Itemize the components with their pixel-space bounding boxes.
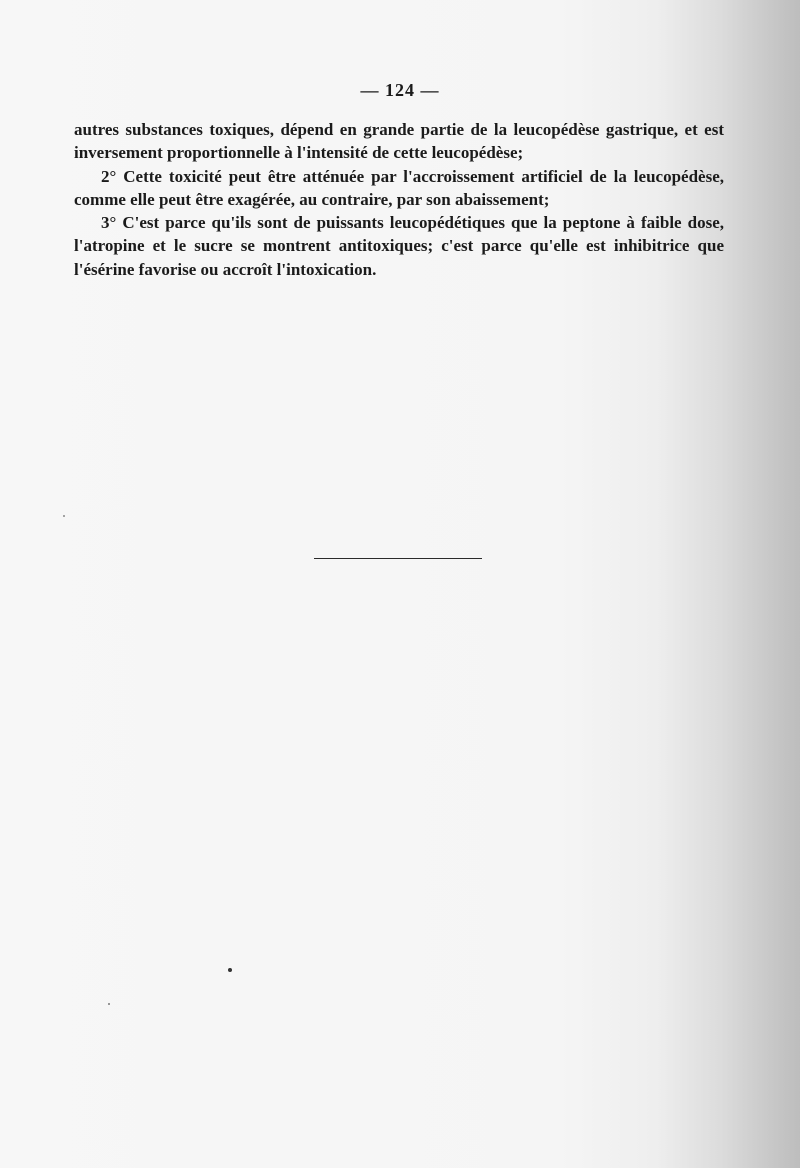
scan-speck — [108, 1003, 110, 1005]
paragraph-conclusion-3: 3° C'est parce qu'ils sont de puissants leucopédétiques que la peptone à faible dose, l'atropine et le sucre se montrent antitoxiques; c'est parce qu'elle est inhibitrice que l'ésérine favorise ou accroît l'intoxication. — [74, 213, 724, 279]
page-number: — 124 — — [360, 80, 440, 100]
paragraph-continuation: autres substances toxiques, dépend en grande partie de la leucopédèse gastrique, et est inversement proportionnelle à l'intensité de cette leucopédèse; — [74, 120, 724, 163]
body-text — [74, 118, 724, 281]
paragraph-conclusion-2: 2° Cette toxicité peut être atténuée par l'accroissement artificiel de la leucopédèse, comme elle peut être exagérée, au contraire, par son abaissement; — [74, 166, 724, 209]
scan-speck — [63, 515, 65, 517]
scan-speck — [228, 968, 232, 972]
section-end-rule — [314, 558, 482, 559]
